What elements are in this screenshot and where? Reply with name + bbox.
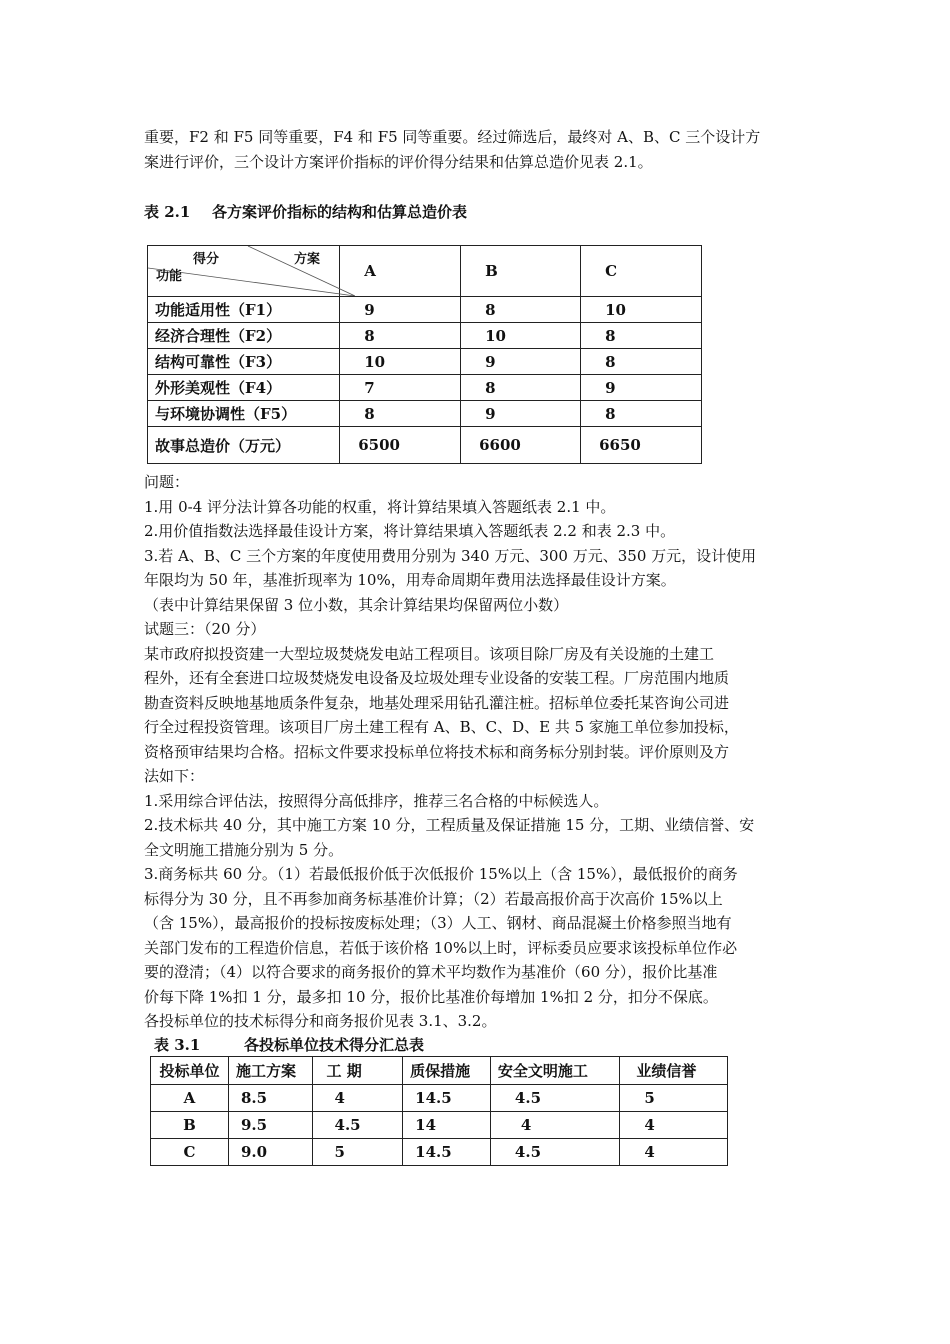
cell-b: 8 — [461, 297, 581, 323]
corner-plan-label: 方案 — [294, 252, 321, 267]
table-row — [148, 349, 702, 375]
cell-c: 6650 — [581, 427, 702, 464]
question-3-line-2: 年限均为 50 年，基准折现率为 10%，用寿命周期年费用法选择最佳设计方案。 — [144, 571, 676, 589]
document-page — [144, 125, 809, 1166]
intro-line-2: 案进行评价，三个设计方案评价指标的评价得分结果和估算总造价见表 2.1。 — [144, 152, 653, 171]
table-2-1-number: 表 2.1 — [144, 203, 191, 221]
exam-3-para-line: 勘查资料反映地基地质条件复杂，地基处理采用钻孔灌注桩。招标单位委托某咨询公司进 — [144, 693, 730, 712]
corner-function-label: 功能 — [156, 269, 183, 284]
cell-reputation: 4 — [620, 1111, 728, 1138]
rule-3-line: 关部门发布的工程造价信息，若低于该价格 10%以上时，评标委员应要求该投标单位作必 — [144, 938, 738, 957]
cell-quality: 14.5 — [403, 1084, 491, 1111]
table-3-1 — [150, 1056, 728, 1166]
cell-plan: 9.0 — [228, 1138, 312, 1165]
corner-score-label: 得分 — [193, 252, 220, 267]
table-2-1-caption — [144, 200, 809, 224]
cell-plan: 8.5 — [228, 1084, 312, 1111]
table-2-1-corner-cell — [148, 246, 340, 297]
table-3-1-caption — [154, 1034, 809, 1056]
cell-reputation: 5 — [620, 1084, 728, 1111]
table-row — [148, 297, 702, 323]
row-label: 结构可靠性（F3） — [148, 349, 340, 375]
header-safety: 安全文明施工 — [490, 1056, 619, 1084]
cell-a: 7 — [340, 375, 461, 401]
cell-bidder: A — [151, 1084, 229, 1111]
table-row — [151, 1111, 728, 1138]
cell-b: 10 — [461, 323, 581, 349]
table-row — [151, 1138, 728, 1165]
cell-plan: 9.5 — [228, 1111, 312, 1138]
cell-a: 6500 — [340, 427, 461, 464]
cell-b: 9 — [461, 401, 581, 427]
rule-2-line: 全文明施工措施分别为 5 分。 — [144, 840, 344, 859]
questions-section — [144, 470, 809, 1034]
cell-quality: 14.5 — [403, 1138, 491, 1165]
rule-3-line: 价每下降 1%扣 1 分，最多扣 10 分，报价比基准价每增加 1%扣 2 分，扣分不保底。 — [144, 987, 718, 1006]
questions-heading: 问题： — [144, 473, 190, 491]
header-duration: 工 期 — [312, 1056, 403, 1084]
rule-3-line: 3.商务标共 60 分。（1）若最低报价低于次低报价 15%以上（含 15%），最低报价的商务 — [144, 865, 738, 883]
header-bidder: 投标单位 — [151, 1056, 229, 1084]
cell-a: 8 — [340, 323, 461, 349]
row-label: 故事总造价（万元） — [148, 427, 340, 464]
exam-3-para-line: 程外，还有全套进口垃圾焚烧发电设备及垃圾处理专业设备的安装工程。厂房范围内地质 — [144, 669, 730, 687]
exam-3-title: 试题三：（20 分） — [144, 620, 266, 638]
row-label: 经济合理性（F2） — [148, 323, 340, 349]
question-1: 1.用 0-4 评分法计算各功能的权重，将计算结果填入答题纸表 2.1 中。 — [144, 497, 616, 516]
cell-c: 8 — [581, 323, 702, 349]
cell-c: 10 — [581, 297, 702, 323]
table-3-1-title: 各投标单位技术得分汇总表 — [244, 1035, 425, 1054]
cell-safety: 4.5 — [490, 1084, 619, 1111]
header-quality-measures: 质保措施 — [403, 1056, 491, 1084]
cell-duration: 4 — [312, 1084, 403, 1111]
cell-b: 6600 — [461, 427, 581, 464]
rule-3-line: 要的澄清；（4）以符合要求的商务报价的算术平均数作为基准价（60 分），报价比基准 — [144, 963, 718, 981]
table-row — [148, 427, 702, 464]
rule-2-line: 2.技术标共 40 分，其中施工方案 10 分，工程质量及保证措施 15 分，工期、业绩信誉、安 — [144, 816, 755, 834]
table-2-1-header-row — [148, 246, 702, 297]
cell-quality: 14 — [403, 1111, 491, 1138]
row-label: 外形美观性（F4） — [148, 375, 340, 401]
cell-c: 8 — [581, 401, 702, 427]
cell-a: 9 — [340, 297, 461, 323]
header-reputation: 业绩信誉 — [620, 1056, 728, 1084]
table-2-1 — [147, 245, 702, 464]
table-3-1-header-row — [151, 1056, 728, 1084]
intro-line-1: 重要，F2 和 F5 同等重要，F4 和 F5 同等重要。经过筛选后，最终对 A、B、C 三个设计方 — [144, 128, 761, 146]
table-row — [148, 375, 702, 401]
exam-3-para-line: 某市政府拟投资建一大型垃圾焚烧发电站工程项目。该项目除厂房及有关设施的土建工 — [144, 644, 715, 663]
row-label: 功能适用性（F1） — [148, 297, 340, 323]
rule-3-line: （含 15%），最高报价的投标按废标处理；（3）人工、钢材、商品混凝土价格参照当地有 — [144, 914, 732, 932]
table-row — [151, 1084, 728, 1111]
cell-a: 10 — [340, 349, 461, 375]
cell-safety: 4 — [490, 1111, 619, 1138]
table-2-1-title: 各方案评价指标的结构和估算总造价表 — [212, 203, 468, 221]
tables-reference: 各投标单位的技术标得分和商务报价见表 3.1、3.2。 — [144, 1012, 497, 1030]
exam-3-para-line: 法如下： — [144, 767, 205, 785]
cell-a: 8 — [340, 401, 461, 427]
question-3-line-1: 3.若 A、B、C 三个方案的年度使用费用分别为 340 万元、300 万元、350 万元，设计使用 — [144, 546, 757, 565]
rule-3-line: 标得分为 30 分，且不再参加商务标基准价计算；（2）若最高报价高于次高价 15%以上 — [144, 889, 723, 908]
cell-bidder: C — [151, 1138, 229, 1165]
header-plan-c: C — [581, 246, 702, 297]
cell-bidder: B — [151, 1111, 229, 1138]
row-label: 与环境协调性（F5） — [148, 401, 340, 427]
rule-1: 1.采用综合评估法，按照得分高低排序，推荐三名合格的中标候选人。 — [144, 791, 609, 810]
cell-c: 8 — [581, 349, 702, 375]
cell-b: 9 — [461, 349, 581, 375]
exam-3-para-line: 资格预审结果均合格。招标文件要求投标单位将技术标和商务标分别封装。评价原则及方 — [144, 742, 730, 761]
cell-duration: 4.5 — [312, 1111, 403, 1138]
question-2: 2.用价值指数法选择最佳设计方案，将计算结果填入答题纸表 2.2 和表 2.3 中。 — [144, 522, 676, 540]
header-construction-plan: 施工方案 — [228, 1056, 312, 1084]
cell-duration: 5 — [312, 1138, 403, 1165]
table-row — [148, 323, 702, 349]
cell-safety: 4.5 — [490, 1138, 619, 1165]
exam-3-para-line: 行全过程投资管理。该项目厂房土建工程有 A、B、C、D、E 共 5 家施工单位参加投标， — [144, 718, 739, 736]
cell-reputation: 4 — [620, 1138, 728, 1165]
rounding-note: （表中计算结果保留 3 位小数，其余计算结果均保留两位小数） — [144, 595, 569, 614]
header-plan-b: B — [461, 246, 581, 297]
table-row — [148, 401, 702, 427]
cell-c: 9 — [581, 375, 702, 401]
cell-b: 8 — [461, 375, 581, 401]
table-3-1-number: 表 3.1 — [154, 1035, 201, 1054]
header-plan-a: A — [340, 246, 461, 297]
